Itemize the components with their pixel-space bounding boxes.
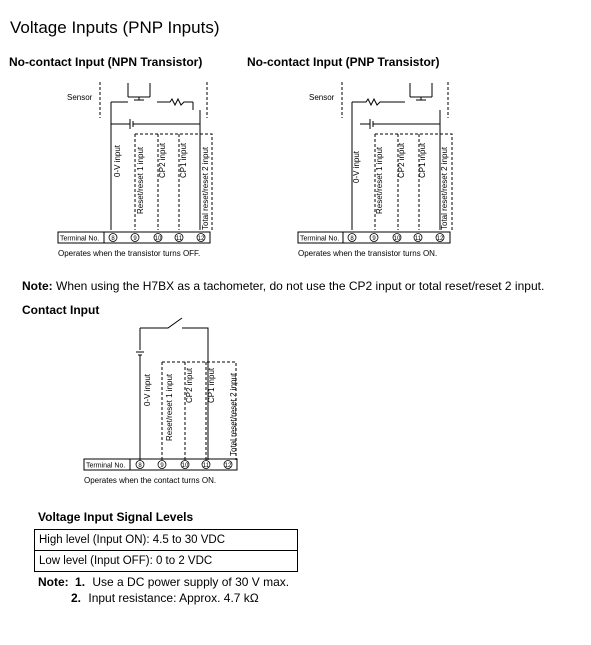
terminal-number: 12	[436, 236, 444, 242]
input-label: Total reset/reset 2 input	[229, 372, 238, 456]
input-label: CP2 input	[158, 142, 167, 178]
terminal-number: 10	[181, 463, 189, 469]
input-label: 0-V input	[352, 150, 361, 183]
input-label: CP2 input	[397, 142, 406, 178]
npn-heading: No-contact Input (NPN Transistor)	[9, 55, 203, 69]
terminal-number: 10	[154, 236, 162, 242]
contact-caption: Operates when the contact turns ON.	[84, 476, 217, 485]
terminal-number: 9	[372, 236, 376, 242]
input-label: CP1 input	[207, 367, 216, 403]
note-text: When using the H7BX as a tachometer, do not use the CP2 input or total reset/reset 2 input.	[52, 279, 545, 293]
note-text: Input resistance: Approx. 4.7 kΩ	[88, 591, 259, 605]
terminal-number: 10	[393, 236, 401, 242]
note-number: 2.	[71, 591, 82, 605]
high-level-cell: High level (Input ON): 4.5 to 30 VDC	[35, 530, 298, 551]
pnp-terminal-label: Terminal No.	[300, 235, 340, 243]
terminal-number: 9	[133, 236, 137, 242]
terminal-number: 8	[138, 463, 142, 469]
terminal-number: 11	[202, 463, 210, 469]
input-label: Total reset/reset 2 input	[440, 146, 449, 230]
note-text: Use a DC power supply of 30 V max.	[92, 575, 290, 589]
npn-terminal-label: Terminal No.	[60, 235, 100, 243]
input-label: Total reset/reset 2 input	[201, 146, 210, 230]
low-level-cell: Low level (Input OFF): 0 to 2 VDC	[35, 551, 298, 572]
terminal-number: 9	[160, 463, 164, 469]
contact-terminal-label: Terminal No.	[86, 462, 126, 470]
input-label: CP1 input	[179, 142, 188, 178]
terminal-number: 12	[197, 236, 205, 242]
terminal-number: 8	[350, 236, 354, 242]
input-label: 0-V input	[143, 373, 152, 406]
terminal-number: 12	[224, 463, 232, 469]
input-label: CP2 input	[185, 367, 194, 403]
page-title: Voltage Inputs (PNP Inputs)	[10, 18, 220, 37]
input-label: Reset/reset 1 input	[165, 373, 174, 441]
input-label: Reset/reset 1 input	[375, 146, 384, 214]
npn-caption: Operates when the transistor turns OFF.	[58, 249, 201, 258]
npn-diagram	[58, 82, 212, 243]
pnp-caption: Operates when the transistor turns ON.	[298, 249, 438, 258]
contact-heading: Contact Input	[22, 303, 100, 317]
notes-label: Note:	[38, 575, 69, 589]
terminal-number: 11	[175, 236, 183, 242]
note-label: Note:	[22, 279, 53, 293]
input-label: CP1 input	[418, 142, 427, 178]
input-label: Reset/reset 1 input	[136, 146, 145, 214]
terminal-number: 11	[414, 236, 422, 242]
npn-sensor-label: Sensor	[67, 93, 93, 102]
terminal-number: 8	[111, 236, 115, 242]
note-number: 1.	[75, 575, 86, 589]
levels-heading: Voltage Input Signal Levels	[38, 510, 194, 524]
pnp-sensor-label: Sensor	[309, 93, 335, 102]
pnp-heading: No-contact Input (PNP Transistor)	[247, 55, 440, 69]
input-label: 0-V input	[113, 144, 122, 177]
